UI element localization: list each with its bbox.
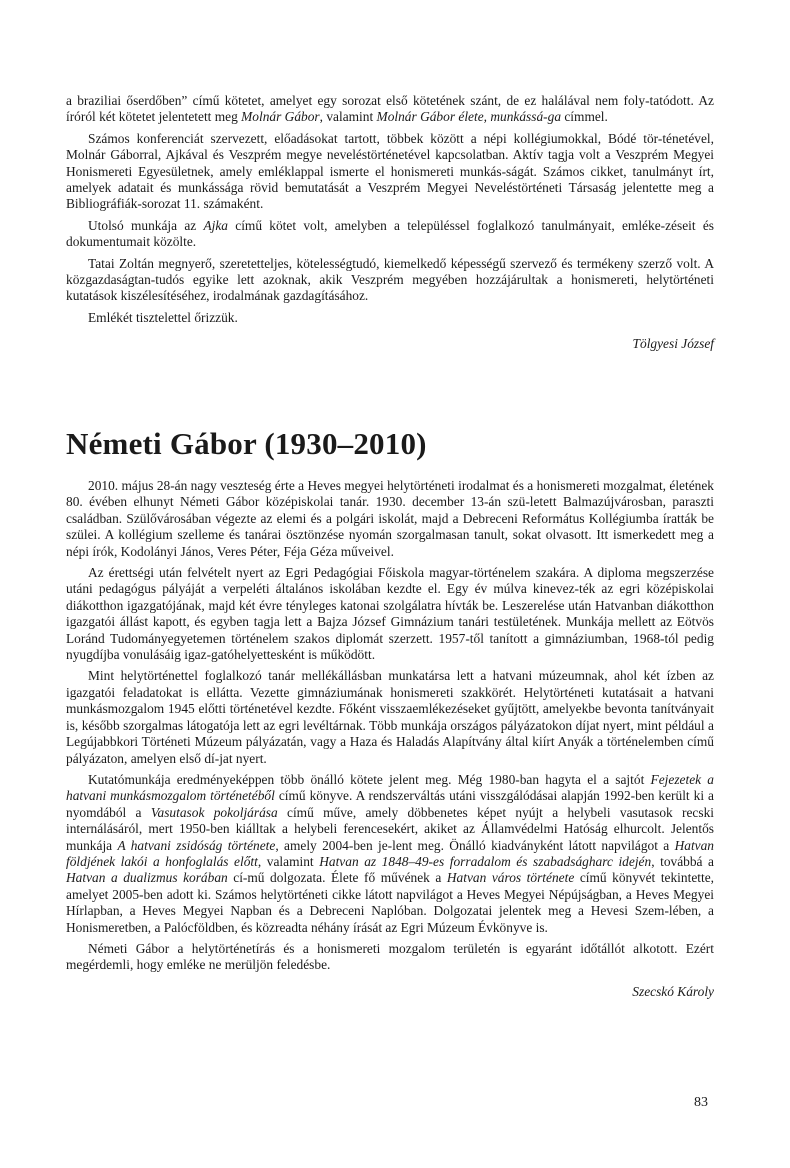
- article-title: Németi Gábor (1930–2010): [66, 426, 427, 461]
- paragraph: a braziliai őserdőben” című kötetet, amelyet egy sorozat első kötetének szánt, de ez halálával nem foly-tatódott. Az íróról két kötetet jelentetett meg Molnár Gábor, valamint Molnár Gábor élete, munkássá-ga címmel.: [66, 93, 714, 125]
- paragraph: Németi Gábor a helytörténetírás és a honismereti mozgalom területén is egyaránt időtállót alkotott. Ezért megérdemli, hogy emléke ne merüljön feledésbe.: [66, 940, 714, 973]
- paragraph: Mint helytörténettel foglalkozó tanár mellékállásban munkatársa lett a hatvani múzeumnak, ahol két ízben az igazgatói feladatokat is ellátta. Vezette gimnáziumának honismereti szakkörét. Helytörténeti kutatásait a hatvani munkásmozgalom 1945 előtti történetével kezdte. Főként visszaemlékezéseket gyűjtött, amelyekbe bevonta tanítványait is, később szorgalmas látogatója lett az egri levéltárnak. Több munkája országos pályázatokon díjat nyert, mint például a Legújabbkori Történeti Múzeum pályázatán, vagy a Haza és Haladás Alapítvány által kiírt Anyák a történelemben című pályázaton, amelyen első dí-jat nyert.: [66, 668, 714, 766]
- obituary-section-tatai: [66, 93, 714, 352]
- italic-title: Molnár Gábor élete, munkássá-ga: [376, 109, 562, 125]
- paragraph: Emlékét tisztelettel őrizzük.: [88, 309, 238, 325]
- italic-title: Vasutasok pokoljárása: [150, 804, 278, 820]
- italic-title: Fejezetek a hatvani munkásmozgalom történetéből: [66, 771, 715, 804]
- paragraph: 2010. május 28-án nagy veszteség érte a Heves megyei helytörténeti irodalmat és a honismereti mozgalmat, életének 80. évében elhunyt Németi Gábor középiskolai tanár. 1930. december 13-án szü-letett Balmazújvárosban, paraszti családban. Szülővárosában végezte az elemi és a polgári iskolát, majd a Debreceni Református Kollégiumba íratták be szülei. A kollégium szelleme és tanárai ösztönzése nyomán szorgalmasan tanult, sokat olvasott. Itt ismerkedett meg a népi írók, Kodolányi János, Veres Péter, Féja Géza műveivel.: [66, 478, 714, 559]
- paragraph: Számos konferenciát szervezett, előadásokat tartott, többek között a népi kollégiumokkal, Bódé tör-ténetével, Molnár Gáborral, Ajkával és Veszprém megye neveléstörténetével kapcsolatban. Aktív tagja volt a Veszprém Megyei Honismereti Egyesületnek, amely emléklappal ismerte el honismereti munkás-ságát. Számos cikket, tanulmányt írt, amelyek adatait és munkássága rövid bemutatását a Veszprém Megyei Neveléstörténeti Társaság jelentette meg a Bibliográfiák-sorozat 11. számaként.: [66, 130, 714, 212]
- author-signature: Szecskó Károly: [632, 983, 714, 999]
- page-number: 83: [694, 1095, 708, 1110]
- italic-title: Hatvan a dualizmus korában: [66, 870, 228, 886]
- italic-title: Hatvan földjének lakói a honfoglalás előtt: [66, 837, 714, 869]
- italic-title: Molnár Gábor: [241, 109, 320, 125]
- italic-title: Hatvan az 1848–49-es forradalom és szabadságharc idején: [319, 853, 652, 869]
- paragraph: Az érettségi után felvételt nyert az Egri Pedagógiai Főiskola magyar-történelem szakára. A diploma megszerzése utáni pedagógus pályáját a verpeléti általános iskolában kezdte el. Egy év múlva kinevez-ték az egri középiskolai diákotthon igazgatójának, majd két évre tényleges katonai szolgálatra hívták be. Leszerelése után Hatvanban diákotthon igazgatói állást kapott, és egyben tagja lett a Bajza József Gimnázium tanári testületének. Munkája mellett az Eötvös Loránd Tudományegyetemen történelem szakos diplomát szerzett. 1957-től tanított a gimnáziumban, 1968-tól pedig nyugdíjba vonulásáig igaz-gatóhelyettesként is működött.: [66, 565, 714, 663]
- paragraph: Kutatómunkája eredményeképpen több önálló kötete jelent meg. Még 1980-ban hagyta el a sajtót Fejezetek a hatvani munkásmozgalom történetéből című könyve. A rendszerváltás utáni visszgálódásai alapján 1992-ben került ki a nyomdából a Vasutasok pokoljárása című műve, amely döbbenetes képet nyújt a helybeli vasutasok recski internálásáról, mert 1950-ben kiálltak a helybeli ferencesekért, akiket az Államvédelmi Hatóság elhurcolt. Jelentős munkája A hatvani zsidóság története, amely 2004-ben je-lent meg. Önálló kiadványként látott napvilágot a Hatvan földjének lakói a honfoglalás előtt, valamint Hatvan az 1848–49-es forradalom és szabadságharc idején, továbbá a Hatvan a dualizmus korában cí-mű dolgozata. Élete fő művének a Hatvan város története című könyvét tekintette, amelyet 2005-ben adott ki. Számos helytörténeti cikke látott napvilágot a Heves Megyei Népújságban, a Heves Megyei Hírlapban, a Heves Megyei Napban és a Debreceni Naplóban. Dolgozatai jelentek meg a Hevesi Szem-lében, a Honismeretben, a Palócföldben, és közreadta néhány írását az Egri Múzeum Évkönyve is.: [66, 771, 715, 935]
- italic-title: Ajka: [203, 217, 229, 233]
- italic-title: Hatvan város története: [446, 870, 575, 886]
- paragraph: Tatai Zoltán megnyerő, szeretetteljes, kötelességtudó, kiemelkedő képességű szervező és termékeny szerző volt. A közgazdaságtan-tudós egyike lett azoknak, akik Veszprém megyében hozzájárultak a honismereti, helytörténeti kutatások kiszélesítéséhez, irodalmának gazdagításához.: [66, 255, 714, 304]
- obituary-section-nemeti: [66, 478, 714, 1000]
- paragraph: Utolsó munkája az Ajka című kötet volt, amelyben a településsel foglalkozó tanulmányait, emléke-zéseit és dokumentumait közölte.: [66, 217, 714, 250]
- italic-title: A hatvani zsidóság története: [117, 837, 276, 853]
- author-signature: Tölgyesi József: [632, 336, 714, 352]
